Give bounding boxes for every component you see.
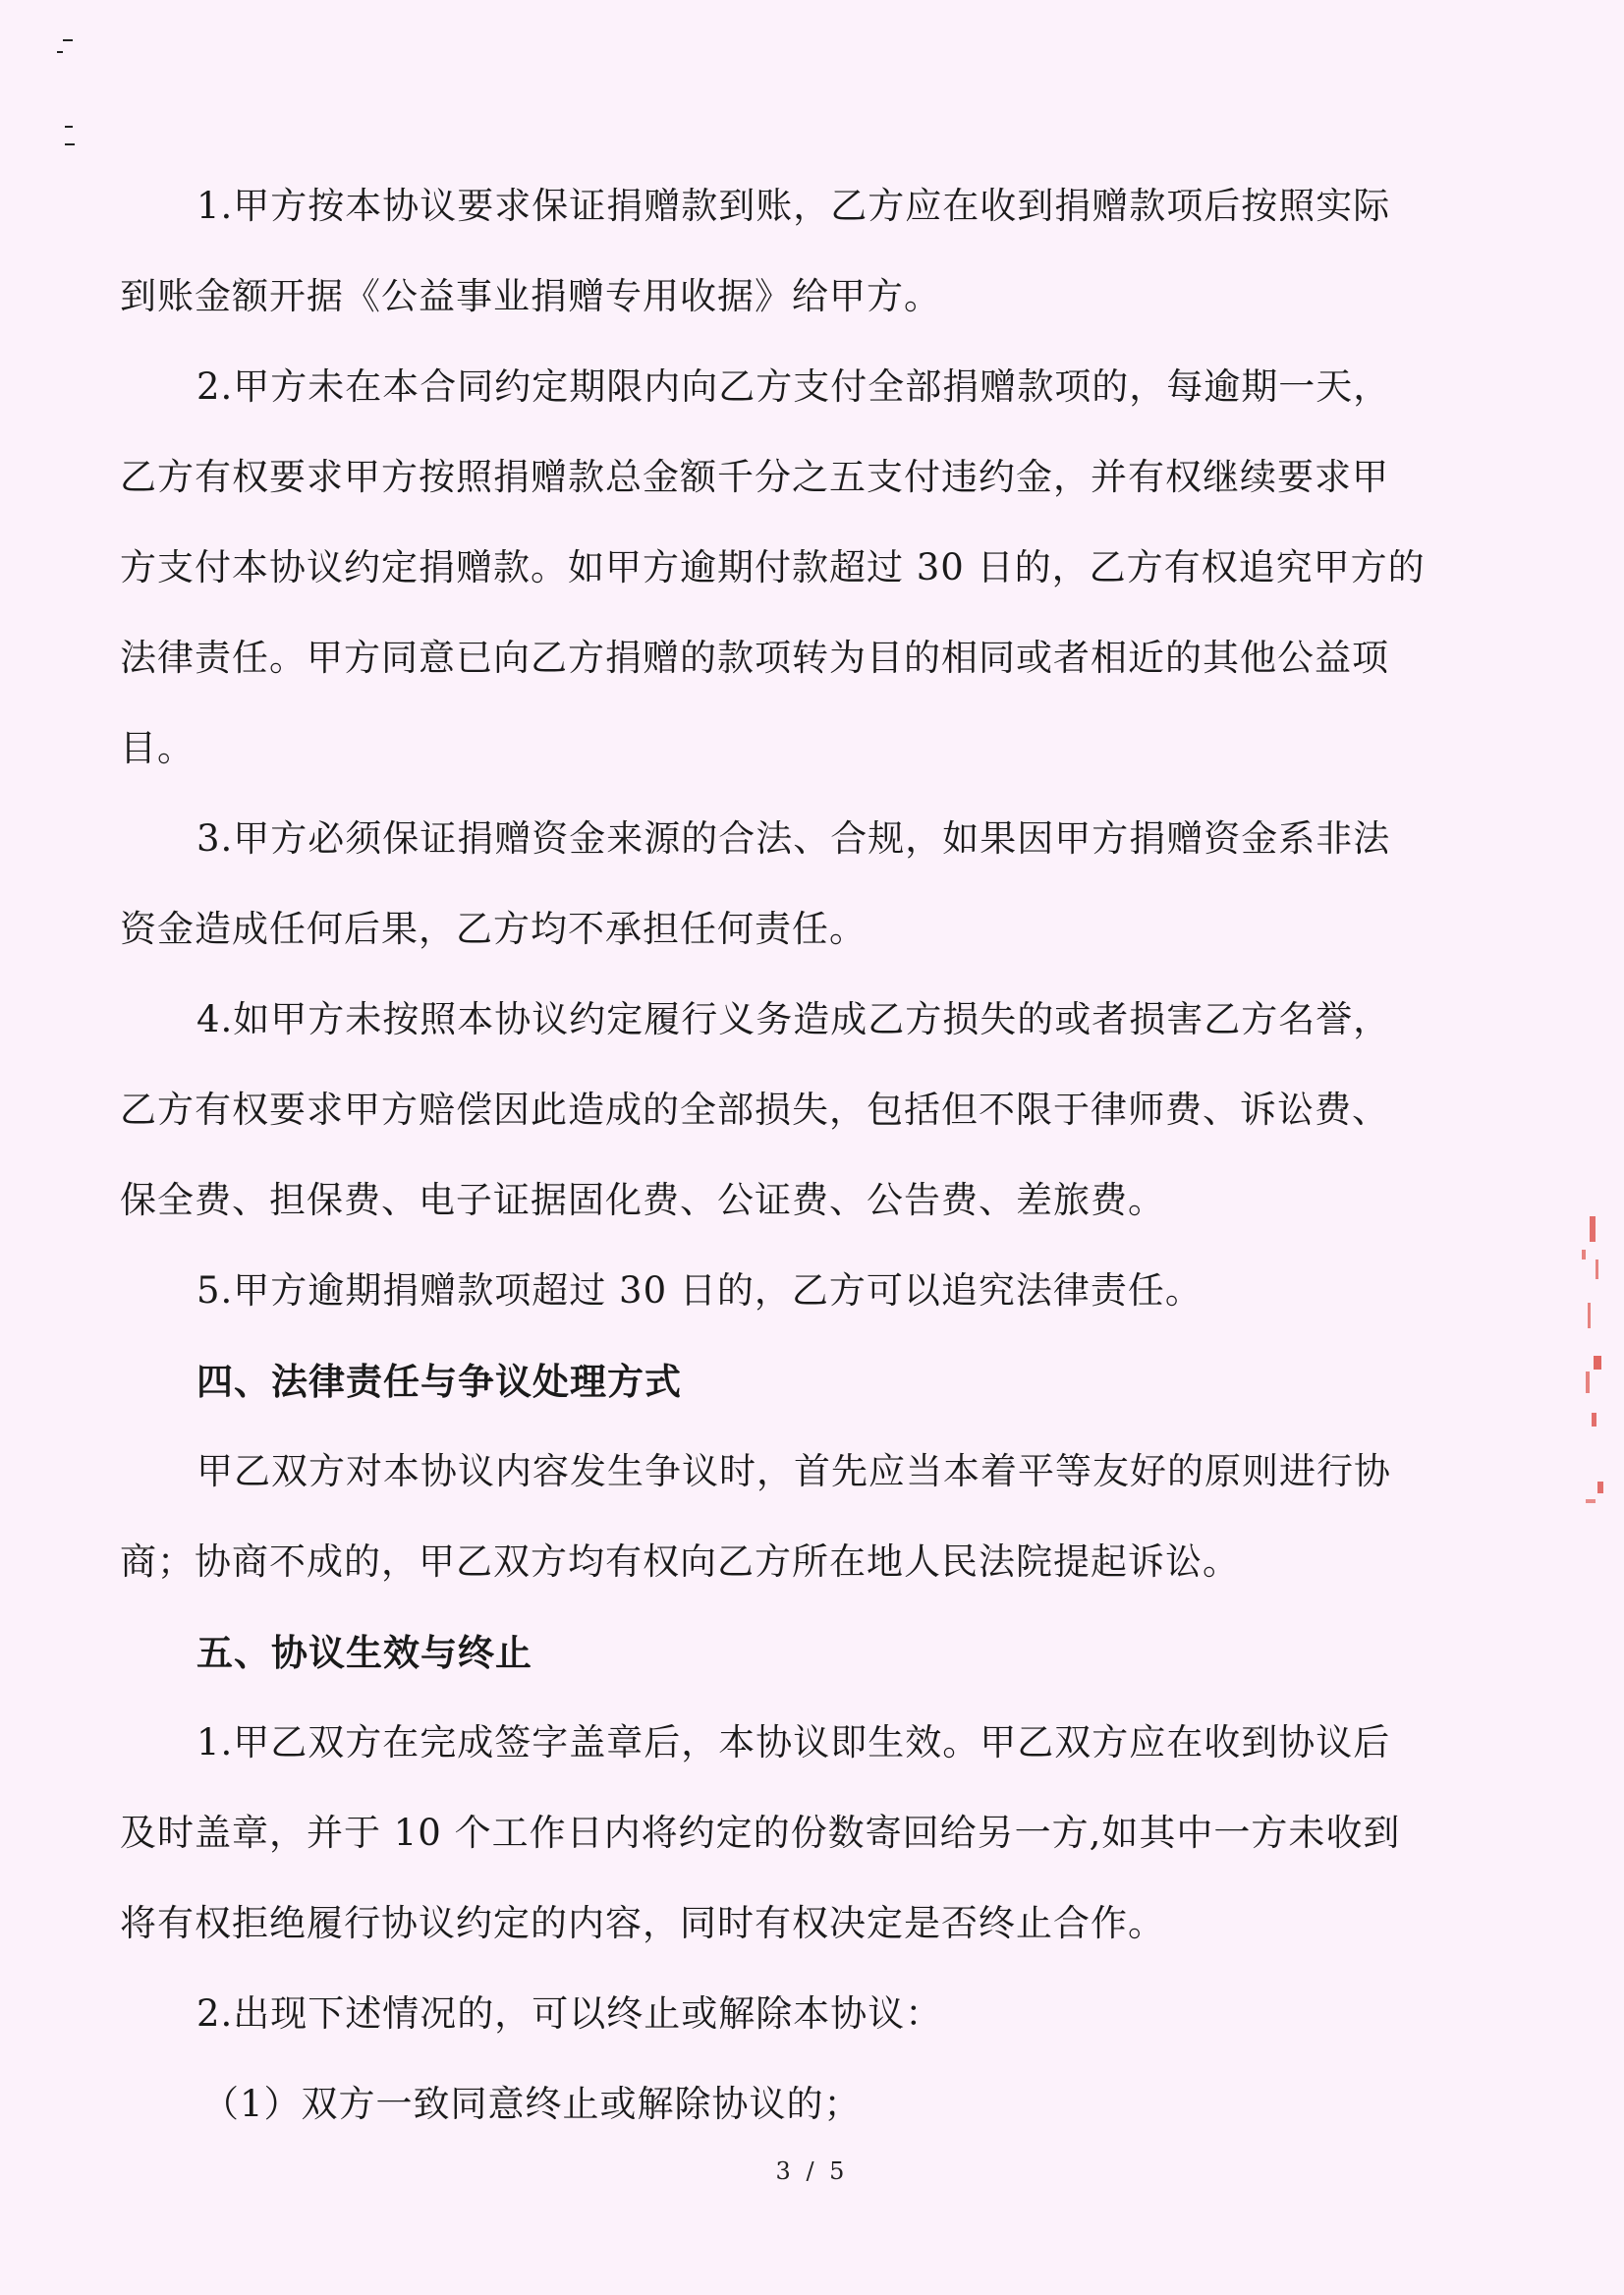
paragraph-9-line-1: （1）双方一致同意终止或解除协议的；: [202, 2083, 862, 2125]
paragraph-5-line-1: 5.甲方逾期捐赠款项超过 30 日的，乙方可以追究法律责任。: [196, 1269, 1203, 1312]
paragraph-2-line-4: 法律责任。甲方同意已向乙方捐赠的款项转为目的相同或者相近的其他公益项: [120, 637, 1389, 679]
paragraph-7-line-3: 将有权拒绝履行协议约定的内容，同时有权决定是否终止合作。: [120, 1902, 1165, 1944]
paragraph-6-line-1: 甲乙双方对本协议内容发生争议时，首先应当本着平等友好的原则进行协: [196, 1450, 1391, 1492]
paragraph-2-line-1: 2.甲方未在本合同约定期限内向乙方支付全部捐赠款项的，每逾期一天，: [196, 365, 1391, 408]
scan-mark: [65, 143, 75, 145]
paragraph-2-line-5: 目。: [120, 727, 195, 769]
paragraph-2-line-2: 乙方有权要求甲方按照捐赠款总金额千分之五支付违约金，并有权继续要求甲: [120, 456, 1389, 498]
scan-mark: [63, 39, 73, 41]
scan-mark: [65, 126, 73, 128]
section-heading-4: 四、法律责任与争议处理方式: [196, 1360, 682, 1403]
section-heading-5: 五、协议生效与终止: [196, 1631, 532, 1674]
paragraph-2-line-3: 方支付本协议约定捐赠款。如甲方逾期付款超过 30 日的，乙方有权追究甲方的: [120, 546, 1426, 588]
paragraph-1-line-2: 到账金额开据《公益事业捐赠专用收据》给甲方。: [120, 275, 941, 317]
paragraph-8-line-1: 2.出现下述情况的，可以终止或解除本协议：: [196, 1992, 943, 2035]
paragraph-3-line-1: 3.甲方必须保证捐赠资金来源的合法、合规，如果因甲方捐赠资金系非法: [196, 817, 1391, 860]
paragraph-1-line-1: 1.甲方按本协议要求保证捐赠款到账，乙方应在收到捐赠款项后按照实际: [196, 185, 1391, 227]
paragraph-6-line-2: 商；协商不成的，甲乙双方均有权向乙方所在地人民法院提起诉讼。: [120, 1540, 1240, 1583]
paragraph-7-line-1: 1.甲乙双方在完成签字盖章后，本协议即生效。甲乙双方应在收到协议后: [196, 1721, 1391, 1763]
page-number: 3 / 5: [775, 2157, 849, 2185]
paragraph-7-line-2: 及时盖章，并于 10 个工作日内将约定的份数寄回给另一方,如其中一方未收到: [120, 1812, 1401, 1854]
paragraph-4-line-1: 4.如甲方未按照本协议约定履行义务造成乙方损失的或者损害乙方名誉，: [196, 998, 1391, 1040]
paragraph-4-line-2: 乙方有权要求甲方赔偿因此造成的全部损失，包括但不限于律师费、诉讼费、: [120, 1089, 1389, 1131]
paragraph-4-line-3: 保全费、担保费、电子证据固化费、公证费、公告费、差旅费。: [120, 1179, 1165, 1221]
paragraph-3-line-2: 资金造成任何后果，乙方均不承担任何责任。: [120, 908, 867, 950]
scan-mark: [57, 51, 63, 53]
